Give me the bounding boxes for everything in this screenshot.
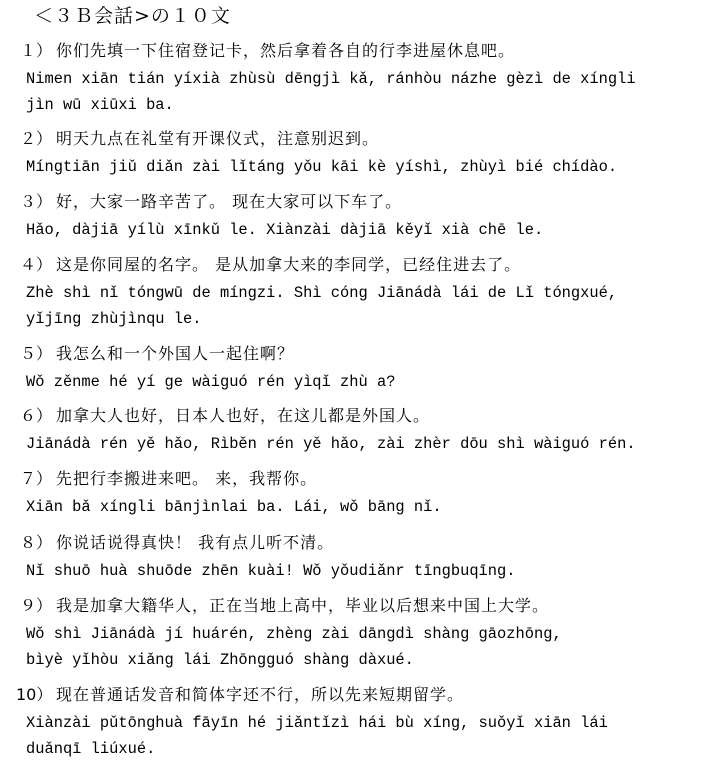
sentence-pinyin-line-2: yǐjīng zhùjìnqu le. (26, 310, 202, 328)
sentence-pinyin-line-2: jìn wū xiūxi ba. (26, 96, 174, 114)
sentence-chinese: 明天九点在礼堂有开课仪式，注意别迟到。 (56, 129, 380, 148)
sentence-chinese: 我是加拿大籍华人，正在当地上高中，毕业以后想来中国上大学。 (56, 596, 550, 615)
sentence-chinese: 好，大家一路辛苦了。 现在大家可以下车了。 (56, 192, 403, 211)
sentence-number: ４） (20, 255, 53, 274)
sentence-number: ９） (20, 596, 53, 615)
sentence-pinyin-line-1: Zhè shì nǐ tóngwū de míngzi. Shì cóng Jiānádà lái de Lǐ tóngxué, (26, 284, 618, 302)
sentence-number: 10） (16, 685, 53, 704)
sentence-number: ７） (20, 469, 53, 488)
sentence-number: ５） (20, 344, 53, 363)
sentence-chinese: 你们先填一下住宿登记卡，然后拿着各自的行李进屋休息吧。 (56, 41, 516, 60)
sentence-pinyin-line-1: Míngtiān jiǔ diǎn zài lǐtáng yǒu kāi kè yíshì, zhùyì bié chídào. (26, 158, 618, 176)
page-title: ＜３Ｂ会話>の１０文 (34, 5, 231, 27)
sentence-pinyin-line-1: Xiànzài pǔtōnghuà fāyīn hé jiǎntǐzì hái bù xíng, suǒyǐ xiān lái (26, 714, 608, 732)
sentence-chinese: 加拿大人也好，日本人也好，在这儿都是外国人。 (56, 406, 431, 425)
sentence-chinese: 你说话说得真快！ 我有点儿听不清。 (56, 533, 335, 552)
sentence-chinese: 现在普通话发音和简体字还不行，所以先来短期留学。 (56, 685, 465, 704)
sentence-number: ３） (20, 192, 53, 211)
sentence-number: ２） (20, 129, 53, 148)
sentence-pinyin-line-1: Nǐ shuō huà shuōde zhēn kuài! Wǒ yǒudiǎnr tīngbuqīng. (26, 562, 516, 580)
sentence-number: １） (20, 41, 53, 60)
sentence-chinese: 先把行李搬进来吧。 来，我帮你。 (56, 469, 318, 488)
sentence-pinyin-line-2: duǎnqī liúxué. (26, 740, 156, 758)
sentence-pinyin-line-1: Wǒ zěnme hé yí ge wàiguó rén yìqǐ zhù a? (26, 373, 396, 391)
sentence-chinese: 这是你同屋的名字。 是从加拿大来的李同学，已经住进去了。 (56, 255, 522, 274)
sentence-pinyin-line-1: Jiānádà rén yě hǎo, Rìběn rén yě hǎo, zài zhèr dōu shì wàiguó rén. (26, 435, 636, 453)
sentence-number: ８） (20, 533, 53, 552)
sentence-number: ６） (20, 406, 53, 425)
sentence-pinyin-line-1: Nimen xiān tián yíxià zhùsù dēngjì kǎ, ránhòu názhe gèzì de xíngli (26, 70, 636, 88)
sentence-pinyin-line-1: Xiān bǎ xíngli bānjìnlai ba. Lái, wǒ bāng nǐ. (26, 498, 442, 516)
sentence-chinese: 我怎么和一个外国人一起住啊？ (56, 344, 295, 363)
sentence-pinyin-line-1: Hǎo, dàjiā yílù xīnkǔ le. Xiànzài dàjiā kěyǐ xià chē le. (26, 221, 544, 239)
sentence-pinyin-line-1: Wǒ shì Jiānádà jí huárén, zhèng zài dāngdì shàng gāozhōng, (26, 625, 562, 643)
sentence-pinyin-line-2: bìyè yǐhòu xiǎng lái Zhōngguó shàng dàxué. (26, 651, 414, 669)
